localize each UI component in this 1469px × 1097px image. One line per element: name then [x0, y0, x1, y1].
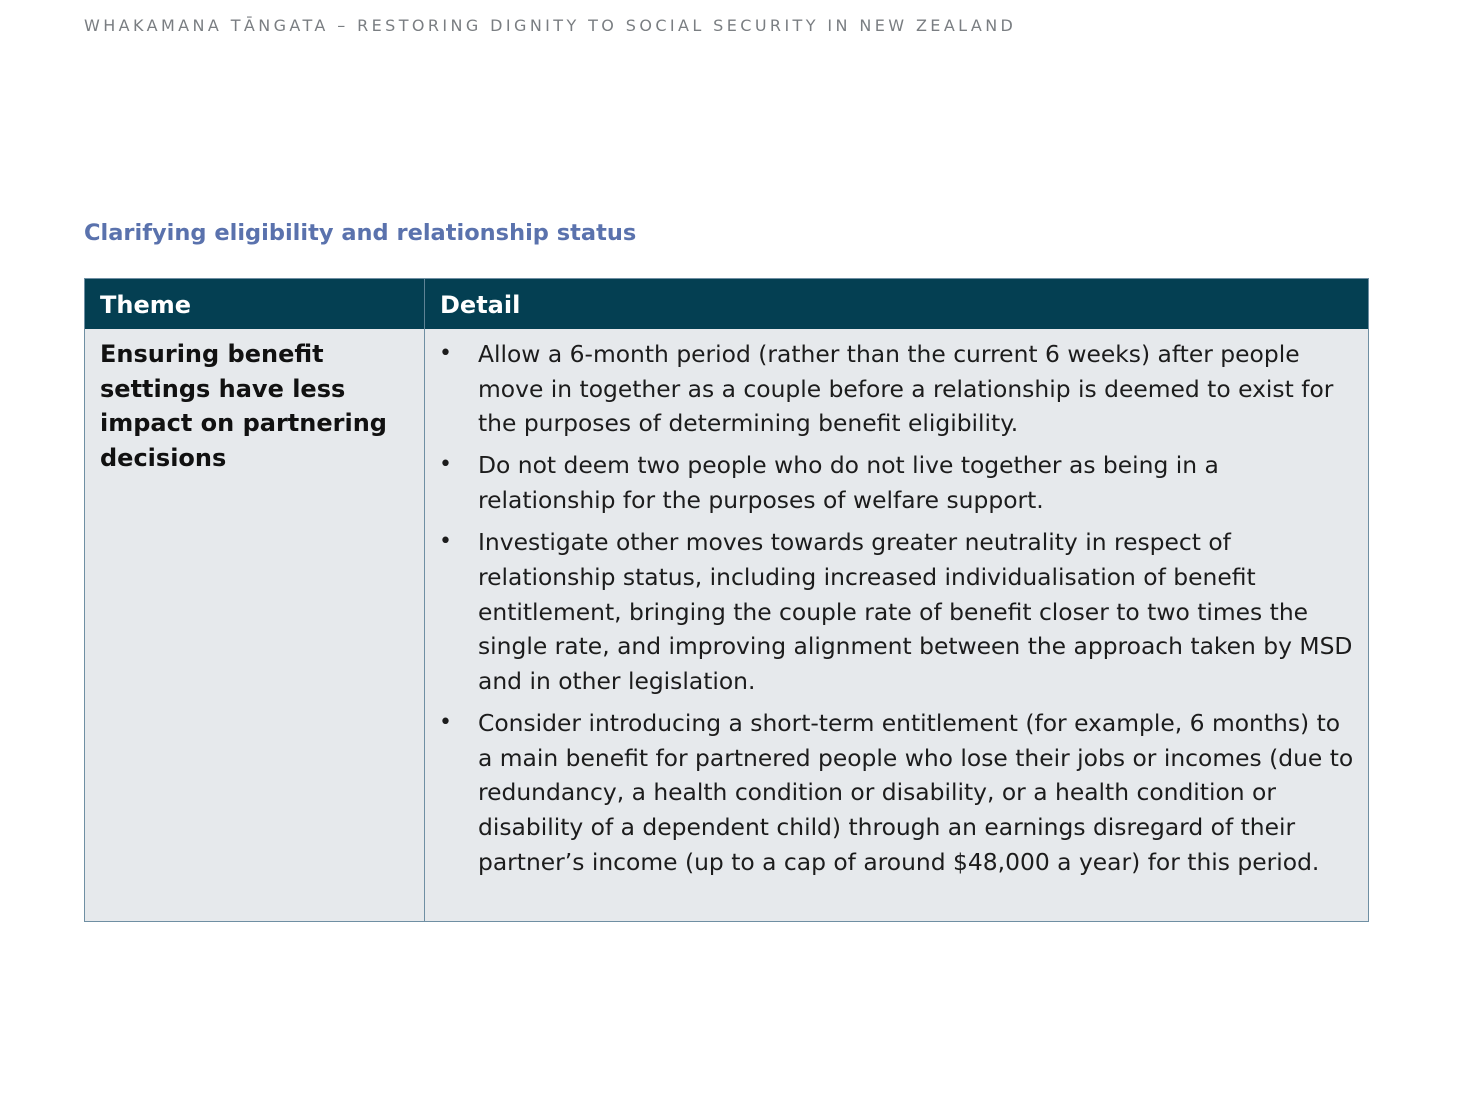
bullet-icon: • — [439, 709, 452, 735]
detail-item — [435, 706, 1355, 880]
bullet-icon: • — [439, 529, 452, 555]
running-header: WHAKAMANA TĀNGATA – RESTORING DIGNITY TO SOCIAL SECURITY IN NEW ZEALAND — [84, 16, 1017, 35]
column-header-detail: Detail — [440, 291, 521, 319]
header-column-divider — [424, 279, 425, 329]
detail-item — [435, 448, 1355, 517]
column-header-theme: Theme — [100, 291, 192, 319]
theme-cell: Ensuring benefit settings have less impact on partnering decisions — [100, 340, 387, 473]
detail-text: Do not deem two people who do not live together as being in a relationship for the purposes of welfare support. — [478, 451, 1219, 515]
theme-detail-table — [84, 278, 1369, 922]
detail-text: Consider introducing a short-term entitlement (for example, 6 months) to a main benefit for partnered people who lose their jobs or incomes (due to redundancy, a health condition or disability, or a health condition or disability of a dependent child) through an earnings disregard of their partner’s income (up to a cap of around $48,000 a year) for this period. — [478, 708, 1354, 876]
detail-text: Allow a 6-month period (rather than the current 6 weeks) after people move in together as a couple before a relationship is deemed to exist for the purposes of determining benefit eligibility. — [478, 340, 1334, 438]
table-header-row — [85, 279, 1368, 329]
bullet-icon: • — [439, 341, 452, 366]
detail-list — [435, 337, 1355, 887]
section-title: Clarifying eligibility and relationship status — [84, 220, 637, 246]
column-divider — [424, 279, 425, 921]
detail-item — [435, 525, 1355, 699]
bullet-icon: • — [439, 452, 452, 478]
detail-item — [435, 337, 1355, 441]
detail-text: Investigate other moves towards greater neutrality in respect of relationship status, including increased individualisation of benefit entitlement, bringing the couple rate of benefit closer to two times the single rate, and improving alignment between the approach taken by MSD and in other legislation. — [478, 528, 1353, 695]
